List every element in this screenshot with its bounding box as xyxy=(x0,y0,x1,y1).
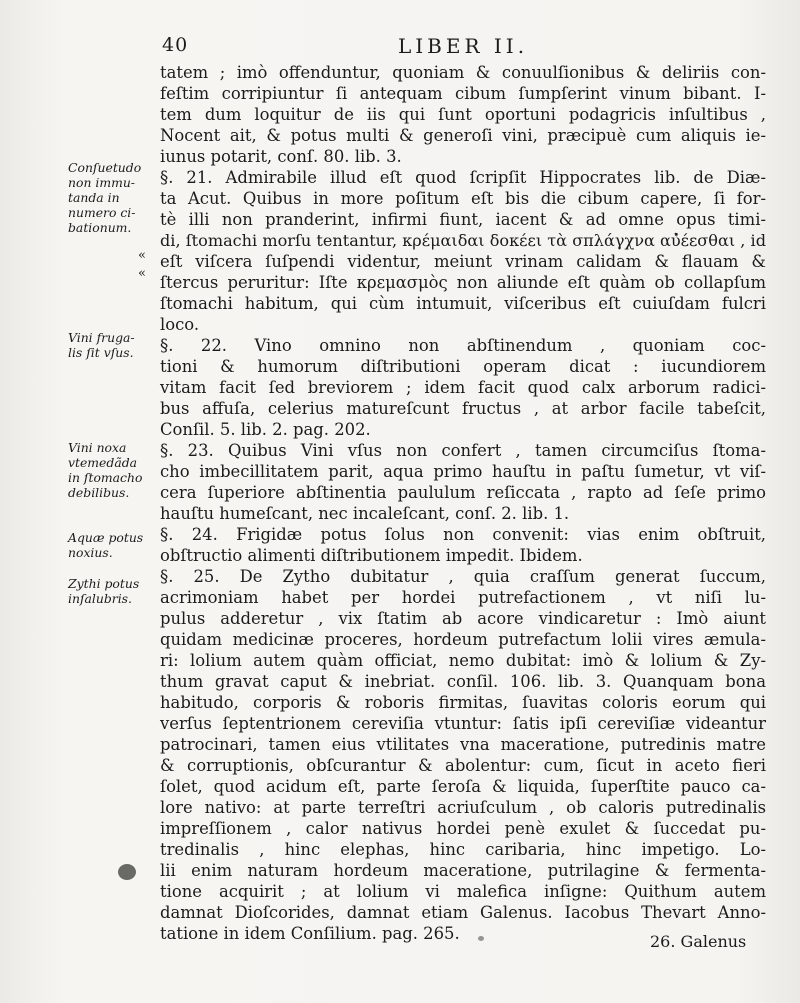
quote-mark xyxy=(138,248,228,263)
margin-note-line: Vini fruga- xyxy=(68,330,135,345)
margin-note-line: lis ſit vſus. xyxy=(68,345,134,360)
text-line: acrimoniam habet per hordei putrefactionem , vt niſi lu- xyxy=(160,588,766,607)
text-line: §. 22. Vino omnino non abſtinendum , quoniam coc- xyxy=(160,336,766,355)
text-line: verſus ſeptentrionem cereviſia vtuntur: ſatis ipſi cereviſiæ videantur xyxy=(160,714,766,733)
text-line: tione acquirit ; at lolium vi malefica inſigne: Quithum autem xyxy=(160,882,766,901)
text-line: §. 21. Admirabile illud eſt quod ſcripſit Hippocrates lib. de Diæ- xyxy=(160,168,766,187)
margin-note-line: « xyxy=(138,248,146,263)
text-line: ſtomachi habitum, qui cùm intumuit, viſceribus eſt cuiuſdam fulcri xyxy=(160,294,766,313)
text-line: Nocent ait, & potus multi & generoſi vini, præcipuè cum aliquis ie- xyxy=(160,126,766,145)
margin-note-line: tanda in xyxy=(68,190,120,205)
margin-note-line: non immu- xyxy=(68,175,135,190)
text-line: ſolet, quod acidum eſt, parte ſeroſa & liquida, ſuperſtite pauco ca- xyxy=(160,777,766,796)
text-line: hauſtu humeſcant, nec incaleſcant, conſ. 2. lib. 1. xyxy=(160,504,570,523)
running-head: LIBER II. xyxy=(398,34,529,58)
page-number: 40 xyxy=(162,34,189,56)
text-line: habitudo, corporis & roboris firmitas, ſuavitas coloris eorum qui xyxy=(160,693,766,712)
text-line: cho imbecillitatem parit, aqua primo hauſtu in paſtu ſumetur, vt viſ- xyxy=(160,462,766,481)
text-line: §. 24. Frigidæ potus ſolus non convenit: vias enim obſtruit, xyxy=(160,525,766,544)
text-line: feſtim corripiuntur ſi antequam cibum ſumpſerint vinum bibant. I- xyxy=(160,84,766,103)
margin-note-line: Vini noxa xyxy=(68,440,127,455)
text-line: tatem ; imò offenduntur, quoniam & conuulſionibus & deliriis con- xyxy=(160,63,766,82)
margin-note-line: Conſuetudo xyxy=(68,160,142,175)
text-line: cera ſuperiore abſtinentia paululum reſiccata , rapto ad ſeſe primo xyxy=(160,483,766,502)
text-line: & corruptionis, obſcurantur & abolentur: cum, ſicut in aceto fieri xyxy=(160,756,766,775)
margin-note-line: « xyxy=(138,266,146,281)
text-line: iunus potarit, conſ. 80. lib. 3. xyxy=(160,147,402,166)
text-line: damnat Dioſcorides, damnat etiam Galenus. Iacobus Thevart Anno- xyxy=(160,903,766,922)
text-line: eſt viſcera ſuſpendi videntur, meiunt vrinam calidam & flauam & xyxy=(160,252,766,271)
text-line: vitam facit ſed breviorem ; idem facit quod calx arborum radici- xyxy=(160,378,766,397)
text-line: lore nativo: at parte terreſtri acriuſculum , ob caloris putredinalis xyxy=(160,798,766,817)
margin-note-line: in ſtomacho xyxy=(68,470,143,485)
text-line: tatione in idem Conſilium. pag. 265. xyxy=(160,924,460,943)
margin-note-line: numero ci- xyxy=(68,205,136,220)
text-line: bus affuſa, celerius matureſcunt fructus , at arbor facile tabeſcit, xyxy=(160,399,766,418)
catchword: 26. Galenus xyxy=(650,932,747,951)
margin-note-line: bationum. xyxy=(68,220,132,235)
ink-speck xyxy=(478,936,484,941)
text-line: §. 23. Quibus Vini vſus non confert , tamen circumciſus ſtoma- xyxy=(160,441,766,460)
text-line: thum gravat caput & inebriat. conſil. 106. lib. 3. Quanquam bona xyxy=(160,672,766,691)
ink-blot xyxy=(118,864,136,880)
text-line: §. 25. De Zytho dubitatur , quia craſſum generat ſuccum, xyxy=(160,567,766,586)
text-line: Conſil. 5. lib. 2. pag. 202. xyxy=(160,420,371,439)
margin-note-wine-harm xyxy=(68,440,158,500)
margin-note-water xyxy=(68,530,158,560)
text-line: impreſſionem , calor nativus hordei penè exulet & ſuccedat pu- xyxy=(160,819,766,838)
margin-note-line: Aquæ potus xyxy=(68,530,144,545)
margin-note-line: noxius. xyxy=(68,545,113,560)
text-line: pulus adderetur , vix ſtatim ab acore vindicaretur : Imò aiunt xyxy=(160,609,766,628)
quote-mark xyxy=(138,266,228,281)
margin-note-line: vtemedãda xyxy=(68,455,138,470)
text-line: obſtructio alimenti diſtributionem impedit. Ibidem. xyxy=(160,546,583,565)
text-line: tè illi non pranderint, infirmi fiunt, iacent & ad omne opus timi- xyxy=(160,210,766,229)
margin-note-custom-meals xyxy=(68,160,158,235)
text-line: lii enim naturam hordeum maceratione, putrilagine & fermenta- xyxy=(160,861,766,880)
margin-note-beer xyxy=(68,576,158,606)
text-line: tioni & humorum diſtributioni operam dicat : iucundiorem xyxy=(160,357,766,376)
text-line: patrocinari, tamen eius vtilitates vna maceratione, putredinis matre xyxy=(160,735,766,754)
margin-note-wine-use xyxy=(68,330,158,360)
text-line: tredinalis , hinc elephas, hinc caribaria, hinc impetigo. Lo- xyxy=(160,840,766,859)
text-line: di, ſtomachi morſu tentantur, κρέμαιδαι δοκέει τὰ σπλάγχνα αὐ̓έεσθαι , id xyxy=(160,231,766,250)
text-line: quidam medicinæ proceres, hordeum putrefactum lolii vires æmula- xyxy=(160,630,766,649)
margin-note-line: Zythi potus xyxy=(68,576,140,591)
margin-note-line: inſalubris. xyxy=(68,591,132,606)
text-line: ta Acut. Quibus in more poſitum eſt bis die cibum capere, ſi for- xyxy=(160,189,766,208)
text-line: tem dum loquitur de iis qui ſunt oportuni podagricis inſultibus , xyxy=(160,105,766,124)
page-header xyxy=(150,34,770,64)
text-line: ſtercus peruritur: Iſte κρεμασμὸς non aliunde eſt quàm ob collapſum xyxy=(160,273,766,292)
text-line: loco. xyxy=(160,315,200,334)
text-line: ri: lolium autem quàm officiat, nemo dubitat: imò & lolium & Zy- xyxy=(160,651,766,670)
margin-note-line: debilibus. xyxy=(68,485,130,500)
